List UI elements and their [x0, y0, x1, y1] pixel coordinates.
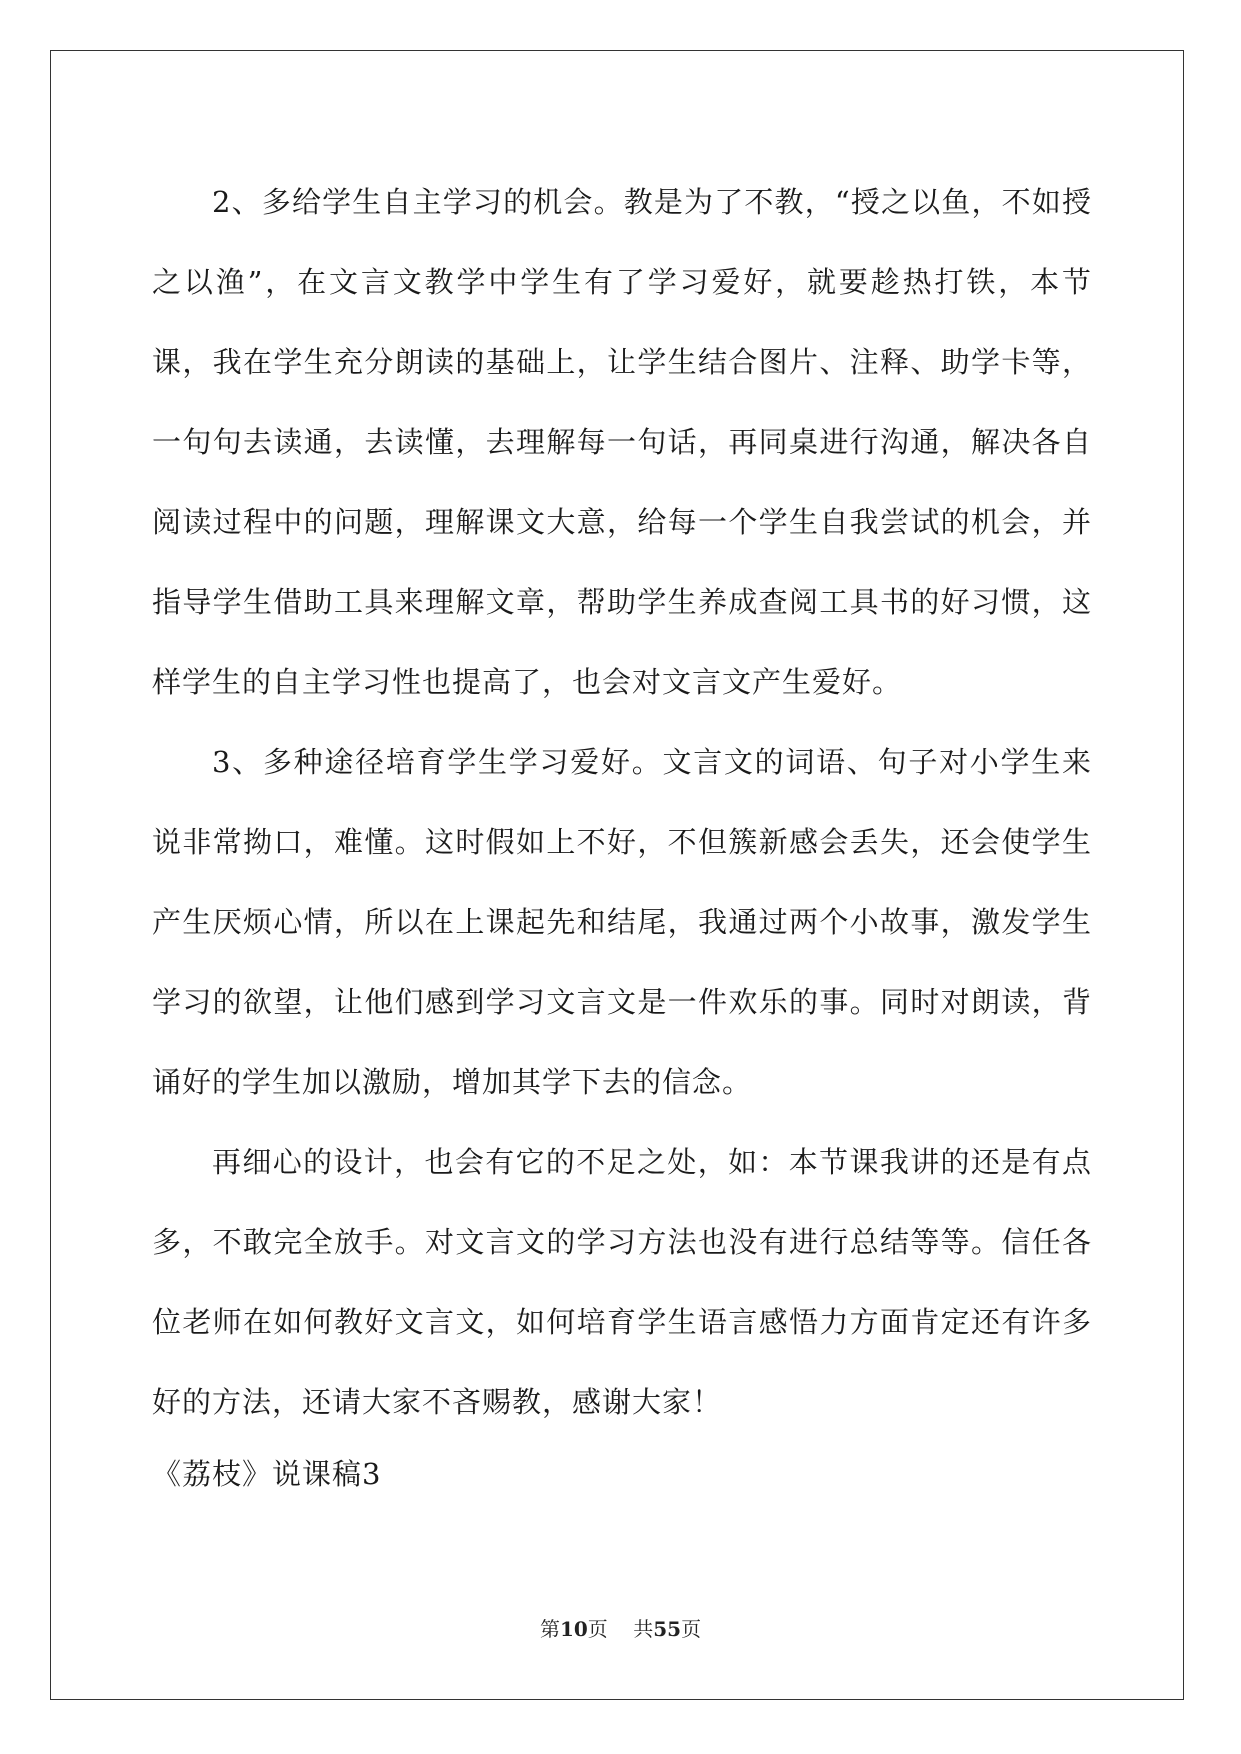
- page-prefix: 第: [539, 1617, 560, 1641]
- total-suffix: 页: [681, 1617, 702, 1641]
- total-prefix: 共: [633, 1617, 654, 1641]
- section-heading: 《荔枝》说课稿3: [152, 1457, 382, 1491]
- paragraph-autonomous-learning: 2、多给学生自主学习的机会。教是为了不教，“授之以鱼，不如授之以渔”，在文言文教学中学生有了学习爱好，就要趁热打铁，本节课，我在学生充分朗读的基础上，让学生结合图片、注释、助学卡等，一句句去读通，去读懂，去理解每一句话，再同桌进行沟通，解决各自阅读过程中的问题，理解课文大意，给每一个学生自我尝试的机会，并指导学生借助工具来理解文章，帮助学生养成查阅工具书的好习惯，这样学生的自主学习性也提高了，也会对文言文产生爱好。: [152, 185, 1092, 699]
- document-body: [152, 162, 1092, 1506]
- paragraph-reflection: 再细心的设计，也会有它的不足之处，如：本节课我讲的还是有点多，不敢完全放手。对文言文的学习方法也没有进行总结等等。信任各位老师在如何教好文言文，如何培育学生语言感悟力方面肯定还有许多好的方法，还请大家不吝赐教，感谢大家！: [152, 1145, 1092, 1419]
- page-footer: [0, 1617, 1241, 1641]
- page-number: 10: [559, 1617, 588, 1641]
- paragraph-learning-interest: 3、多种途径培育学生学习爱好。文言文的词语、句子对小学生来说非常拗口，难懂。这时假如上不好，不但簇新感会丢失，还会使学生产生厌烦心情，所以在上课起先和结尾，我通过两个小故事，激发学生学习的欲望，让他们感到学习文言文是一件欢乐的事。同时对朗读，背诵好的学生加以激励，增加其学下去的信念。: [152, 745, 1092, 1099]
- page-suffix: 页: [587, 1617, 608, 1641]
- total-pages: 55: [653, 1617, 682, 1641]
